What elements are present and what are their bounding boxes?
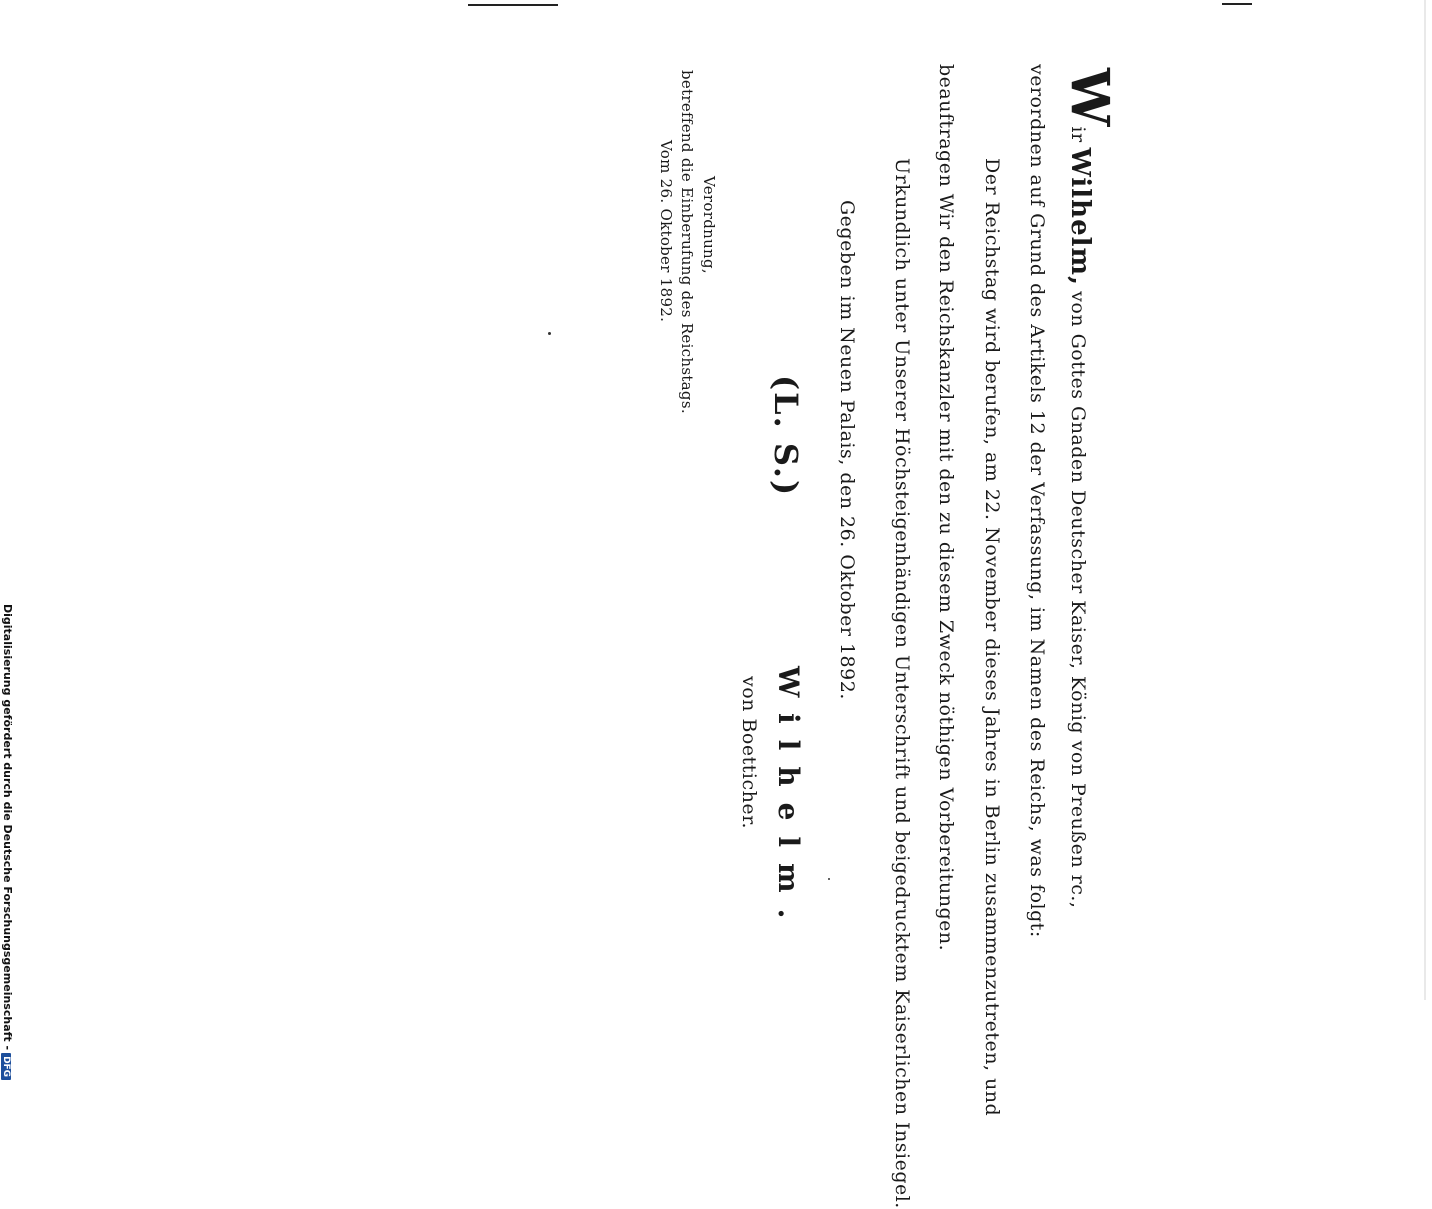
initial-letter: W — [1059, 68, 1120, 127]
scan-speck — [828, 878, 830, 880]
decree-line-3: Der Reichstag wird berufen, am 22. November dieses Jahres in Berlin zusammenzutreten, und — [981, 158, 1003, 1117]
scan-edge-top — [468, 4, 558, 6]
decree-date-line: Gegeben im Neuen Palais, den 26. Oktober 1892. — [836, 200, 858, 700]
emperor-name: Wilhelm, — [1065, 147, 1095, 287]
decree-heading-line — [1059, 68, 1120, 909]
decree-line-5: Urkundlich unter Unserer Höchsteigenhändigen Unterschrift und beigedrucktem Kaiserlichen Insiegel. — [891, 158, 913, 1209]
margin-note-date: Vom 26. Oktober 1892. — [657, 140, 675, 323]
digitization-footer — [1, 604, 14, 1080]
dfg-logo-icon: DFG — [1, 1053, 11, 1080]
margin-note-subject: betreffend die Einberufung des Reichstags. — [678, 70, 696, 414]
emperor-title: von Gottes Gnaden Deutscher Kaiser, König von Preußen rc., — [1067, 291, 1089, 909]
decree-line-4: beauftragen Wir den Reichskanzler mit den zu diesem Zweck nöthigen Vorbereitungen. — [935, 64, 957, 952]
margin-note-title: Verordnung, — [700, 176, 718, 274]
heading-rest: ir — [1067, 126, 1089, 143]
scan-edge-right — [1424, 0, 1426, 1000]
scan-speck — [548, 332, 551, 335]
seal-mark: (L. S.) — [767, 375, 805, 498]
countersignature: von Boetticher. — [738, 676, 760, 830]
decree-line-2: verordnen auf Grund des Artikels 12 der Verfassung, im Namen des Reichs, was folgt: — [1026, 64, 1048, 938]
footer-text: Digitalisierung gefördert durch die Deutsche Forschungsgemeinschaft - — [1, 604, 14, 1051]
scan-edge-top-right — [1222, 3, 1252, 5]
signature-wilhelm: Wilhelm. — [772, 666, 805, 935]
